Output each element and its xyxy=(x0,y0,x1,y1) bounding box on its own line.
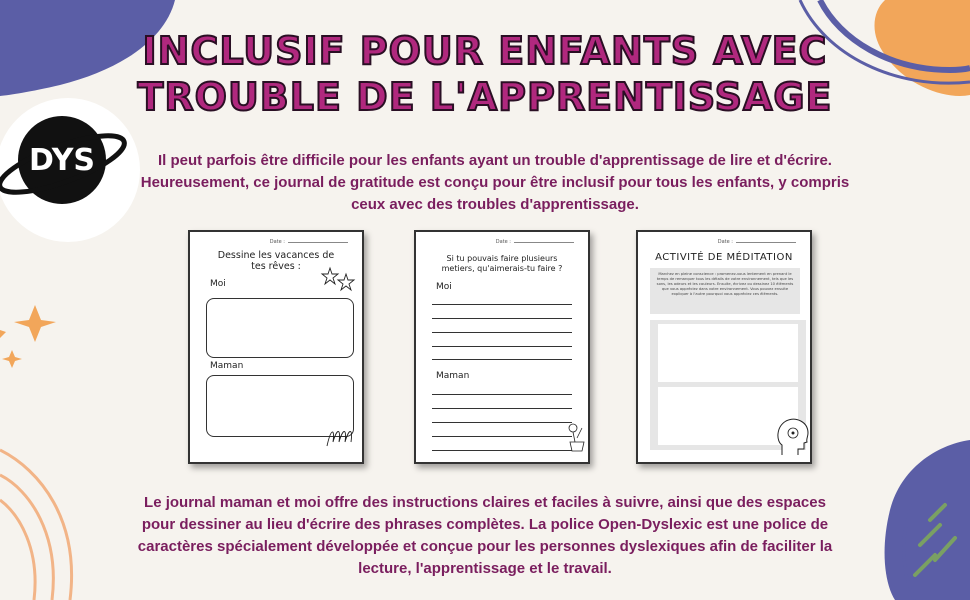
title-line-1: INCLUSIF POUR ENFANTS AVEC xyxy=(142,29,828,73)
journal-page-vacation xyxy=(188,230,364,464)
label-moi: Moi xyxy=(210,279,226,289)
writing-line xyxy=(432,394,572,395)
dys-logo-text: DYS xyxy=(28,143,96,178)
writing-line xyxy=(432,332,572,333)
page-prompt: Dessine les vacances de tes rêves : xyxy=(217,250,335,272)
page-title xyxy=(0,28,970,120)
page-prompt: ACTIVITÉ DE MÉDITATION xyxy=(655,252,793,263)
date-field: Date : xyxy=(496,239,574,245)
instructions-panel xyxy=(650,268,800,314)
date-field: Date : xyxy=(718,239,796,245)
title-line-2: TROUBLE DE L'APPRENTISSAGE xyxy=(137,75,833,119)
writing-line xyxy=(432,346,572,347)
writing-line xyxy=(432,422,572,423)
stars-doodle-icon xyxy=(320,266,356,292)
outro-paragraph: Le journal maman et moi offre des instructions claires et faciles à suivre, ainsi que des espaces pour dessiner au lieu d'écrire des phrases complètes. La police Open-Dyslexic est une police de caractères spécialement développée et conçue pour les personnes dyslexiques afin de faciliter la lecture, l'apprentissage et le travail. xyxy=(137,494,833,577)
journal-page-jobs xyxy=(414,230,590,464)
label-maman: Maman xyxy=(436,371,470,381)
loops-doodle-icon xyxy=(325,424,359,450)
dys-logo xyxy=(0,108,140,218)
label-maman: Maman xyxy=(210,361,244,371)
drawing-box-moi xyxy=(206,298,354,358)
writing-line xyxy=(432,359,572,360)
writing-line xyxy=(432,408,572,409)
intro-paragraph: Il peut parfois être difficile pour les enfants ayant un trouble d'apprentissage de lire et d'écrire. Heureusement, ce journal de gratitude est conçu pour être inclusif pour tous les enfants, y compris ceux avec des troubles d'apprentissage. xyxy=(140,152,850,213)
flower-pot-icon xyxy=(566,422,588,452)
journal-page-meditation xyxy=(636,230,812,464)
date-field: Date : xyxy=(270,239,348,245)
label-moi: Moi xyxy=(436,282,452,292)
mind-head-icon xyxy=(776,417,810,457)
writing-line xyxy=(432,450,572,451)
writing-line xyxy=(432,304,572,305)
drawing-box-top xyxy=(658,324,798,382)
meditation-instructions: Marchez en pleine conscience : promenez-vous lentement en prenant le temps de remarquer tous les détails de votre environnement, tels que les sons, les odeurs et les couleurs. Ensuite, écrivez ou dessinez 10 éléments que vous appréciez dans votre environnement. Vous pouvez ensuite expliquer à l'autre pourquoi vous appréciez ces éléments. xyxy=(656,272,794,296)
writing-line xyxy=(432,318,572,319)
writing-line xyxy=(432,436,572,437)
page-prompt: Si tu pouvais faire plusieurs metiers, qu'aimerais-tu faire ? xyxy=(441,254,563,273)
